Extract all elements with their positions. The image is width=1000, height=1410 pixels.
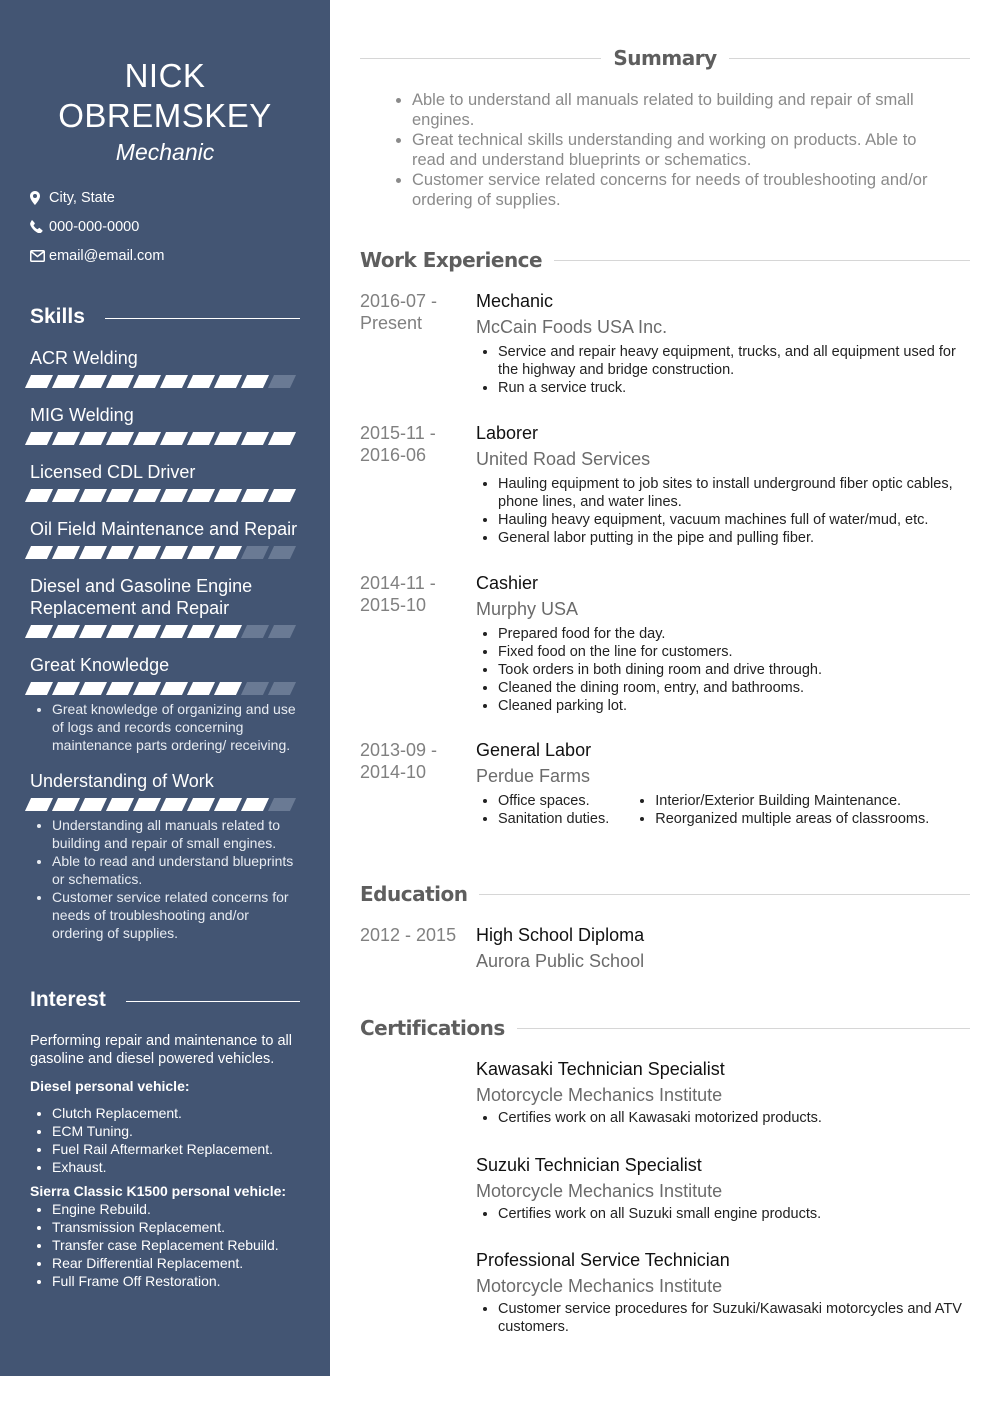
- skill-level-segment: [79, 798, 107, 811]
- list-item: • Fuel Rail Aftermarket Replacement.: [52, 1140, 300, 1158]
- work-body: [476, 290, 970, 397]
- person-name: NICK OBREMSKEY: [58, 57, 272, 134]
- skill-level-segment: [25, 625, 53, 638]
- skill-item: [30, 404, 300, 445]
- job-duties: [476, 787, 970, 828]
- skill-item: [30, 575, 300, 638]
- skill-level-segment: [160, 375, 188, 388]
- certification-name: Suzuki Technician Specialist: [476, 1155, 702, 1175]
- skill-level-bar: [28, 489, 300, 502]
- skill-level-bar: [28, 546, 300, 559]
- skill-level-segment: [187, 546, 215, 559]
- skill-level-segment: [52, 489, 80, 502]
- job-duties: [476, 625, 970, 715]
- skill-item: [30, 347, 300, 388]
- skill-level-segment: [52, 625, 80, 638]
- phone-text: 000-000-0000: [49, 218, 140, 235]
- skill-level-segment: [25, 375, 53, 388]
- skill-level-segment: [268, 489, 296, 502]
- summary-item: • Customer service related concerns for needs of troubleshooting and/or ordering of supplies.: [412, 170, 950, 210]
- skill-level-segment: [52, 432, 80, 445]
- list-item: • Clutch Replacement.: [52, 1104, 300, 1122]
- skill-level-segment: [268, 625, 296, 638]
- education-heading: Education: [360, 882, 970, 906]
- skill-level-segment: [25, 798, 53, 811]
- skill-level-segment: [241, 546, 269, 559]
- job-duties: [476, 343, 970, 397]
- location-text: City, State: [49, 189, 115, 206]
- skill-level-segment: [214, 375, 242, 388]
- contact-email: [30, 241, 300, 270]
- list-item: • Understanding all manuals related to building and repair of small engines.: [52, 816, 300, 852]
- certification-details: [476, 1109, 970, 1127]
- list-item: • Customer service related concerns for needs of troubleshooting and/or ordering of supplies.: [52, 888, 300, 942]
- list-item: • Hauling equipment to job sites to install underground fiber optic cables, phone lines, and water lines.: [498, 475, 970, 511]
- summary-item: • Able to understand all manuals related to building and repair of small engines.: [412, 90, 950, 130]
- skill-level-segment: [106, 546, 134, 559]
- list-item: • Certifies work on all Kawasaki motorized products.: [498, 1109, 970, 1127]
- skill-level-segment: [187, 682, 215, 695]
- job-title: Mechanic: [476, 291, 554, 311]
- skill-level-segment: [241, 625, 269, 638]
- skill-level-segment: [25, 682, 53, 695]
- skill-name: Oil Field Maintenance and Repair: [30, 519, 298, 539]
- education-date: 2012 - 2015: [360, 925, 457, 945]
- list-item: • Rear Differential Replacement.: [52, 1254, 300, 1272]
- job-duties-column: [633, 792, 929, 828]
- certification-issuer: Motorcycle Mechanics Institute: [476, 1276, 723, 1296]
- skill-details: [52, 816, 300, 942]
- certification-issuer: Motorcycle Mechanics Institute: [476, 1181, 723, 1201]
- skill-level-segment: [106, 682, 134, 695]
- list-item: • Sanitation duties.: [498, 810, 609, 828]
- employer: Perdue Farms: [476, 766, 591, 786]
- work-date: 2016-07 - Present: [360, 291, 438, 333]
- skill-level-segment: [160, 546, 188, 559]
- certification-name: Kawasaki Technician Specialist: [476, 1059, 725, 1079]
- skill-name: Great Knowledge: [30, 655, 170, 675]
- certification-body: [476, 1249, 970, 1336]
- skill-level-segment: [79, 432, 107, 445]
- phone-icon: [30, 220, 49, 233]
- person-title: Mechanic: [115, 139, 215, 165]
- contact-phone: [30, 212, 300, 241]
- skill-level-segment: [187, 432, 215, 445]
- skill-level-segment: [133, 546, 161, 559]
- envelope-icon: [30, 250, 49, 262]
- skills-heading: Skills: [30, 305, 300, 329]
- list-item: • Cleaned the dining room, entry, and bathrooms.: [498, 679, 970, 697]
- skill-level-segment: [268, 682, 296, 695]
- summary-heading: Summary: [360, 46, 970, 70]
- certification-body: [476, 1154, 970, 1223]
- list-item: • Full Frame Off Restoration.: [52, 1272, 300, 1290]
- contact-info: [30, 183, 300, 270]
- skill-level-segment: [214, 682, 242, 695]
- list-item: • Engine Rebuild.: [52, 1200, 300, 1218]
- skill-level-bar: [28, 432, 300, 445]
- interest-group-label: Sierra Classic K1500 personal vehicle:: [30, 1183, 287, 1199]
- list-item: • General labor putting in the pipe and pulling fiber.: [498, 529, 970, 547]
- skill-level-segment: [268, 375, 296, 388]
- employer: McCain Foods USA Inc.: [476, 317, 668, 337]
- certifications-heading: Certifications: [360, 1016, 970, 1040]
- skill-name: MIG Welding: [30, 405, 134, 425]
- skill-level-segment: [133, 375, 161, 388]
- skill-level-segment: [106, 489, 134, 502]
- list-item: • Exhaust.: [52, 1158, 300, 1176]
- work-date: 2015-11 - 2016-06: [360, 423, 436, 465]
- list-item: • Office spaces.: [498, 792, 609, 810]
- list-item: • Transmission Replacement.: [52, 1218, 300, 1236]
- skill-name: ACR Welding: [30, 348, 138, 368]
- skill-item: [30, 770, 300, 942]
- interest-groups: [30, 1077, 300, 1290]
- list-item: • Able to read and understand blueprints or schematics.: [52, 852, 300, 888]
- list-item: • Run a service truck.: [498, 379, 970, 397]
- skill-level-segment: [79, 546, 107, 559]
- list-item: • Service and repair heavy equipment, trucks, and all equipment used for the highway and bridge construction.: [498, 343, 970, 379]
- skill-level-segment: [160, 489, 188, 502]
- list-item: • Hauling heavy equipment, vacuum machines full of water/mud, etc.: [498, 511, 970, 529]
- skill-level-segment: [52, 798, 80, 811]
- skill-level-segment: [79, 375, 107, 388]
- skills-list: [30, 347, 300, 942]
- skill-level-segment: [160, 625, 188, 638]
- skill-level-segment: [268, 798, 296, 811]
- school: Aurora Public School: [476, 951, 645, 971]
- certification-body: [476, 1058, 970, 1127]
- certification-name: Professional Service Technician: [476, 1250, 730, 1270]
- skill-level-segment: [241, 798, 269, 811]
- skill-level-segment: [214, 432, 242, 445]
- summary-list: [390, 90, 950, 210]
- skill-item: [30, 461, 300, 502]
- certification-details: [476, 1300, 970, 1336]
- location-pin-icon: [30, 191, 49, 205]
- job-title: Cashier: [476, 573, 539, 593]
- skill-level-segment: [268, 432, 296, 445]
- email-text[interactable]: email@email.com: [49, 247, 165, 264]
- summary-item: • Great technical skills understanding and working on products. Able to read and understand blueprints or schematics.: [412, 130, 950, 170]
- skill-level-segment: [133, 682, 161, 695]
- skill-level-segment: [79, 682, 107, 695]
- skill-level-segment: [133, 432, 161, 445]
- list-item: • Transfer case Replacement Rebuild.: [52, 1236, 300, 1254]
- interest-group-label: Diesel personal vehicle:: [30, 1078, 190, 1094]
- skill-item: [30, 518, 300, 559]
- degree: High School Diploma: [476, 925, 645, 945]
- job-title: Laborer: [476, 423, 539, 443]
- list-item: • Fixed food on the line for customers.: [498, 643, 970, 661]
- skill-level-segment: [25, 432, 53, 445]
- skill-level-segment: [25, 489, 53, 502]
- skill-level-segment: [133, 489, 161, 502]
- skill-level-segment: [160, 682, 188, 695]
- skill-level-segment: [214, 489, 242, 502]
- skill-details: [52, 700, 300, 754]
- skill-level-segment: [241, 489, 269, 502]
- skill-item: [30, 654, 300, 754]
- list-item: • Customer service procedures for Suzuki/Kawasaki motorcycles and ATV customers.: [498, 1300, 970, 1336]
- skill-level-segment: [160, 798, 188, 811]
- job-title: General Labor: [476, 740, 592, 760]
- skill-level-bar: [28, 625, 300, 638]
- interest-heading: Interest: [30, 988, 300, 1012]
- list-item: • Took orders in both dining room and drive through.: [498, 661, 970, 679]
- sidebar: [0, 0, 330, 1376]
- work-body: [476, 739, 970, 828]
- skill-level-segment: [214, 798, 242, 811]
- contact-location: [30, 183, 300, 212]
- job-duties: [476, 475, 970, 547]
- skill-name: Understanding of Work: [30, 771, 214, 791]
- skill-level-segment: [133, 625, 161, 638]
- skill-level-segment: [106, 375, 134, 388]
- list-item: • Certifies work on all Suzuki small engine products.: [498, 1205, 970, 1223]
- skill-level-segment: [79, 489, 107, 502]
- skill-name: Licensed CDL Driver: [30, 462, 196, 482]
- skill-level-segment: [187, 375, 215, 388]
- certification-details: [476, 1205, 970, 1223]
- skill-level-segment: [187, 798, 215, 811]
- employer: United Road Services: [476, 449, 651, 469]
- skill-level-bar: [28, 682, 300, 695]
- work-body: [476, 422, 970, 547]
- skill-level-bar: [28, 798, 300, 811]
- list-item: • Cleaned parking lot.: [498, 697, 970, 715]
- skill-level-segment: [241, 432, 269, 445]
- work-heading: Work Experience: [360, 248, 970, 272]
- work-date: 2014-11 - 2015-10: [360, 573, 436, 615]
- list-item: • Prepared food for the day.: [498, 625, 970, 643]
- work-body: [476, 572, 970, 715]
- list-item: • ECM Tuning.: [52, 1122, 300, 1140]
- list-item: • Interior/Exterior Building Maintenance.: [655, 792, 929, 810]
- skill-level-segment: [241, 375, 269, 388]
- interest-group-list: [52, 1104, 300, 1176]
- skill-level-segment: [214, 625, 242, 638]
- skill-level-bar: [28, 375, 300, 388]
- interest-intro: Performing repair and maintenance to all gasoline and diesel powered vehicles.: [30, 1033, 292, 1067]
- skill-level-segment: [133, 798, 161, 811]
- certification-issuer: Motorcycle Mechanics Institute: [476, 1085, 723, 1105]
- skill-level-segment: [160, 432, 188, 445]
- education-body: [476, 924, 970, 972]
- skill-level-segment: [214, 546, 242, 559]
- skill-level-segment: [25, 546, 53, 559]
- skill-level-segment: [241, 682, 269, 695]
- job-duties-column: [476, 792, 609, 828]
- skill-level-segment: [52, 375, 80, 388]
- interest-group-list: [52, 1200, 300, 1290]
- list-item: • Reorganized multiple areas of classrooms.: [655, 810, 929, 828]
- skill-level-segment: [106, 798, 134, 811]
- skill-level-segment: [52, 682, 80, 695]
- employer: Murphy USA: [476, 599, 579, 619]
- skill-name: Diesel and Gasoline Engine Replacement and Repair: [30, 576, 253, 618]
- skill-level-segment: [106, 432, 134, 445]
- skill-level-segment: [106, 625, 134, 638]
- skill-level-segment: [79, 625, 107, 638]
- skill-level-segment: [268, 546, 296, 559]
- work-date: 2013-09 - 2014-10: [360, 740, 438, 782]
- skill-level-segment: [187, 625, 215, 638]
- list-item: • Great knowledge of organizing and use of logs and records concerning maintenance parts ordering/ receiving.: [52, 700, 300, 754]
- skill-level-segment: [52, 546, 80, 559]
- skill-level-segment: [187, 489, 215, 502]
